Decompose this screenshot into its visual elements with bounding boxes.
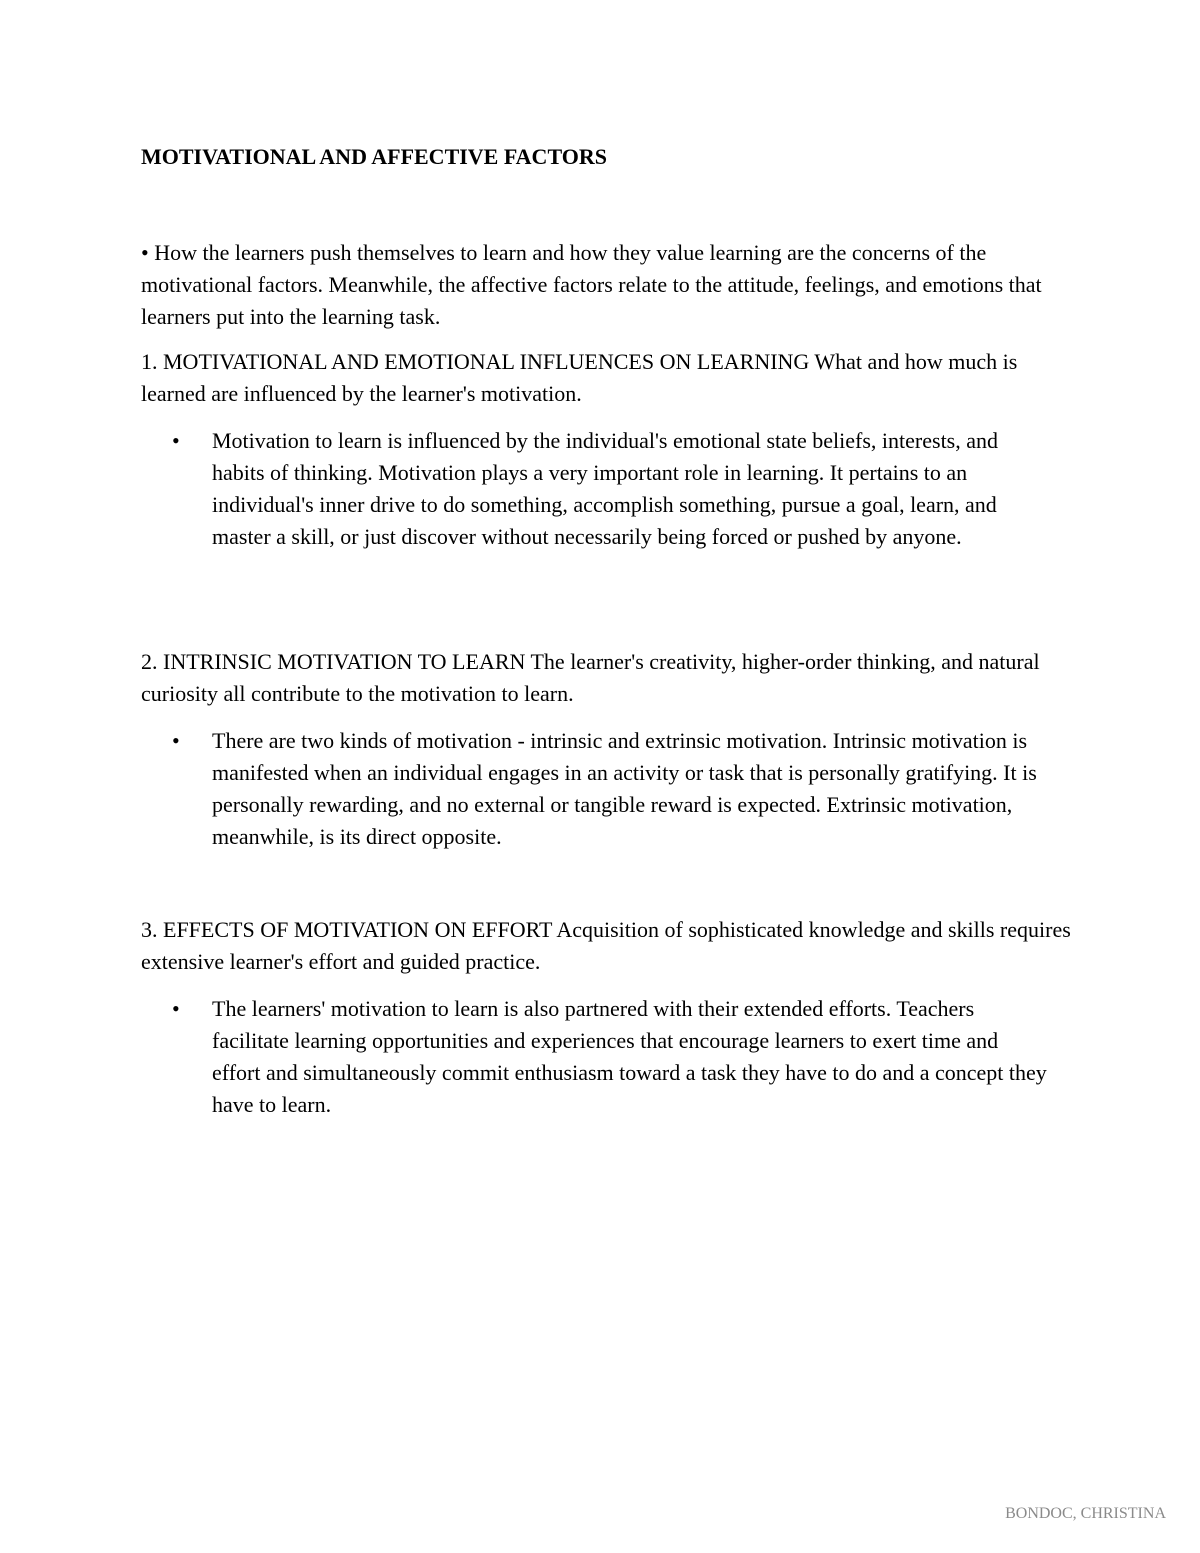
section-3-heading: 3. EFFECTS OF MOTIVATION ON EFFORT Acquisition of sophisticated knowledge and skills requires extensive learner's effort and guided practice. (141, 917, 1071, 974)
section-2-bullet (172, 725, 1052, 853)
section-3-bullet-text: The learners' motivation to learn is also partnered with their extended efforts. Teachers facilitate learning opportunities and experiences that encourage learners to exert time and effort and simultaneously commit enthusiasm toward a task they have to do and a concept they have to learn. (212, 996, 1047, 1117)
section-3-bullet (172, 993, 1052, 1121)
section-1-bullet-text: Motivation to learn is influenced by the individual's emotional state beliefs, interests, and habits of thinking. Motivation plays a very important role in learning. It pertains to an individual's inner drive to do something, accomplish something, pursue a goal, learn, and master a skill, or just discover without necessarily being forced or pushed by anyone. (212, 428, 999, 549)
bullet-icon: • (172, 428, 180, 453)
bullet-icon: • (172, 996, 180, 1021)
section-1-bullet (172, 425, 1052, 553)
bullet-icon: • (172, 728, 180, 753)
document-title: MOTIVATIONAL AND AFFECTIVE FACTORS (141, 144, 607, 169)
intro-paragraph: • How the learners push themselves to learn and how they value learning are the concerns of the motivational factors. Meanwhile, the affective factors relate to the attitude, feelings, and emotions that learners put into the learning task. (141, 240, 1042, 329)
section-2-bullet-text: There are two kinds of motivation - intrinsic and extrinsic motivation. Intrinsic motivation is manifested when an individual engages in an activity or task that is personally gratifying. It is personally rewarding, and no external or tangible reward is expected. Extrinsic motivation, meanwhile, is its direct opposite. (212, 728, 1037, 849)
section-1-heading: 1. MOTIVATIONAL AND EMOTIONAL INFLUENCES ON LEARNING What and how much is learned are influenced by the learner's motivation. (141, 349, 1018, 406)
section-2-heading: 2. INTRINSIC MOTIVATION TO LEARN The learner's creativity, higher-order thinking, and natural curiosity all contribute to the motivation to learn. (141, 649, 1040, 706)
author-footer: BONDOC, CHRISTINA (1005, 1505, 1166, 1522)
